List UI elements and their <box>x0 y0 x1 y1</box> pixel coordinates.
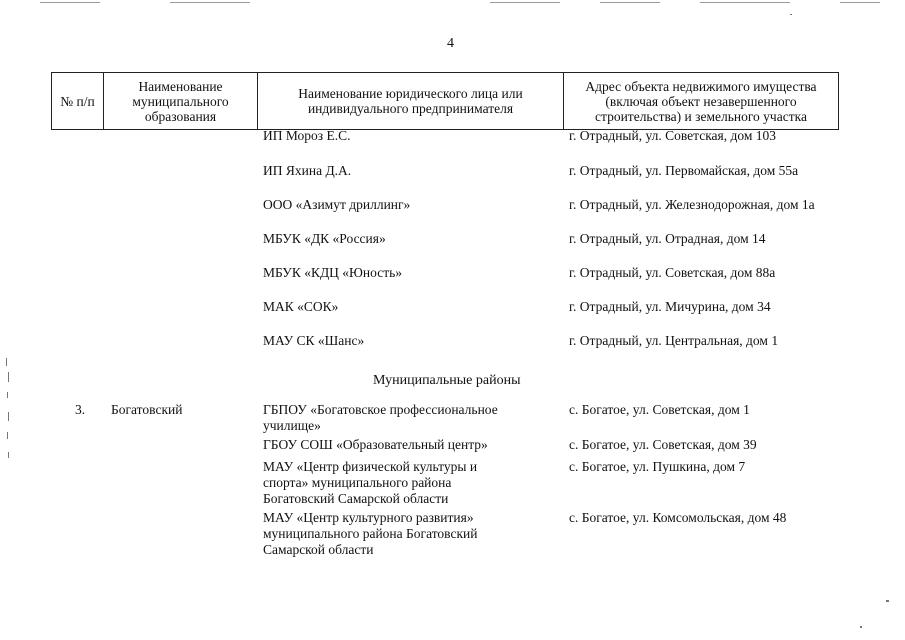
entity-address: с. Богатое, ул. Советская, дом 1 <box>569 402 750 417</box>
scan-dot <box>7 432 8 439</box>
scan-dot <box>7 392 8 398</box>
entity-address: с. Богатое, ул. Пушкина, дом 7 <box>569 459 746 474</box>
scan-dot <box>860 626 862 628</box>
entity-name: МБУК «ДК «Россия» <box>263 231 386 246</box>
municipality-name: Богатовский <box>111 402 183 417</box>
entity-name: МАК «СОК» <box>263 299 339 314</box>
header-num: № п/п <box>52 73 104 130</box>
entity-name: ИП Яхина Д.А. <box>263 163 352 178</box>
entity-address: г. Отрадный, ул. Отрадная, дом 14 <box>569 231 766 246</box>
entity-address: с. Богатое, ул. Комсомольская, дом 48 <box>569 510 787 525</box>
entity-address: г. Отрадный, ул. Мичурина, дом 34 <box>569 299 771 314</box>
entity-address: с. Богатое, ул. Советская, дом 39 <box>569 437 757 452</box>
header-address: Адрес объекта недвижимого имущества (включая объект незавершенного строительства) и земельного участка <box>564 73 839 130</box>
scan-dot <box>790 14 792 15</box>
entity-name: МБУК «КДЦ «Юность» <box>263 265 403 280</box>
entity-name: ГБПОУ «Богатовское профессиональное училище» <box>263 402 498 433</box>
scan-edge-line <box>840 2 880 3</box>
entity-address: г. Отрадный, ул. Советская, дом 88а <box>569 265 776 280</box>
section-title: Муниципальные районы <box>373 373 521 388</box>
scan-dot <box>6 358 7 366</box>
scan-dot <box>8 372 9 382</box>
scan-edge-line <box>700 2 790 3</box>
scan-edge-line <box>40 2 100 3</box>
entity-address: г. Отрадный, ул. Советская, дом 103 <box>569 128 777 143</box>
scan-dot <box>886 600 889 602</box>
scan-dot <box>8 452 9 458</box>
row-number: 3. <box>75 402 86 417</box>
header-entity: Наименование юридического лица или индивидуального предпринимателя <box>258 73 564 130</box>
scan-edge-line <box>490 2 560 3</box>
scan-edge-line <box>600 2 660 3</box>
scan-dot <box>8 412 9 421</box>
entity-name: ООО «Азимут дриллинг» <box>263 197 411 212</box>
entity-address: г. Отрадный, ул. Первомайская, дом 55а <box>569 163 799 178</box>
header-municipality: Наименование муниципального образования <box>104 73 258 130</box>
scan-edge-line <box>170 2 250 3</box>
entity-name: МАУ «Центр культурного развития» муниципального района Богатовский Самарской области <box>263 510 478 557</box>
page-number: 4 <box>447 36 454 51</box>
table-header <box>51 72 839 130</box>
entity-address: г. Отрадный, ул. Центральная, дом 1 <box>569 333 779 348</box>
entity-name: МАУ СК «Шанс» <box>263 333 365 348</box>
entity-name: ГБОУ СОШ «Образовательный центр» <box>263 437 488 452</box>
entity-name: МАУ «Центр физической культуры и спорта» муниципального района Богатовский Самарской области <box>263 459 478 506</box>
entity-address: г. Отрадный, ул. Железнодорожная, дом 1а <box>569 197 815 212</box>
entity-name: ИП Мороз Е.С. <box>263 128 351 143</box>
